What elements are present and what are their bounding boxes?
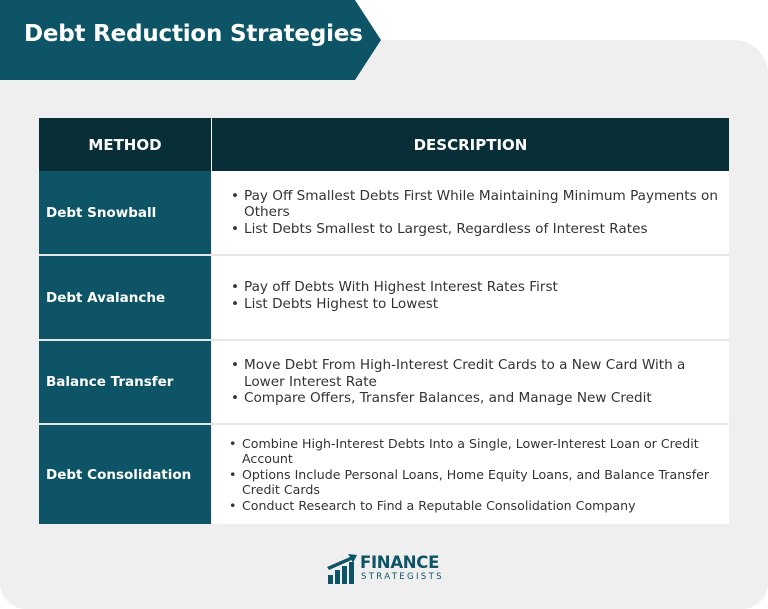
list-item: • Conduct Research to Find a Reputable Consolidation Company [229, 498, 719, 514]
logo-text-strategists: STRATEGISTS [361, 572, 444, 582]
description-cell [212, 341, 729, 423]
table-row [39, 425, 729, 524]
table-header-row [39, 118, 729, 171]
bullet-list [212, 436, 729, 514]
header-method: METHOD [88, 135, 162, 154]
method-cell: Debt Consolidation [39, 425, 211, 524]
finance-strategists-logo [326, 553, 446, 585]
bar-chart-arrow-icon [326, 553, 358, 585]
description-cell [212, 425, 729, 524]
list-item: • Pay off Debts With Highest Interest Rates First [231, 279, 719, 296]
page-title: Debt Reduction Strategies [24, 21, 363, 47]
table-row [39, 256, 729, 339]
list-item: • Combine High-Interest Debts Into a Single, Lower-Interest Loan or Credit Account [229, 436, 719, 467]
list-item: • Compare Offers, Transfer Balances, and Manage New Credit [231, 390, 719, 407]
method-cell: Debt Avalanche [39, 256, 211, 339]
table-row [39, 171, 729, 254]
table-row [39, 341, 729, 423]
list-item: • Pay Off Smallest Debts First While Maintaining Minimum Payments on Others [231, 188, 719, 221]
list-item: • Options Include Personal Loans, Home Equity Loans, and Balance Transfer Credit Cards [229, 467, 719, 498]
description-cell [212, 171, 729, 254]
method-cell: Debt Snowball [39, 171, 211, 254]
list-item: • Move Debt From High-Interest Credit Cards to a New Card With a Lower Interest Rate [231, 357, 719, 390]
description-cell [212, 256, 729, 339]
strategies-table [39, 118, 729, 524]
list-item: • List Debts Smallest to Largest, Regardless of Interest Rates [231, 221, 719, 238]
logo-text-finance: FINANCE [360, 553, 440, 572]
bullet-list [212, 279, 729, 312]
list-item: • List Debts Highest to Lowest [231, 296, 719, 313]
bullet-list [212, 357, 729, 407]
method-cell: Balance Transfer [39, 341, 211, 423]
bullet-list [212, 188, 729, 238]
header-description: DESCRIPTION [413, 135, 528, 154]
